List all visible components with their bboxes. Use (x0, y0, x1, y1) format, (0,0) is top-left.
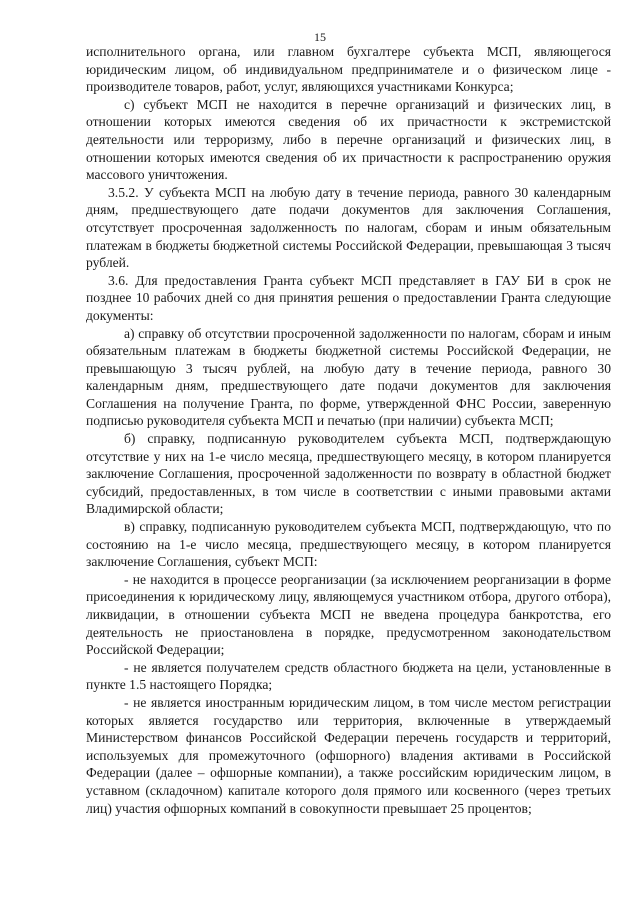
paragraph-bullet-reorganization: - не находится в процессе реорганизации (за исключением реорганизации в форме присоединения к юридическому лицу, являющемуся участником отбора, другого отбора), ликвидации, в отношении субъекта МСП не введена процедура банкротства, его деятельность не приостановлена в порядке, предусмотренном законодательством Российской Федерации; (86, 571, 611, 658)
paragraph-item-v: в) справку, подписанную руководителем субъекта МСП, подтверждающую, что по состоянию на 1-е число месяца, предшествующего месяцу, в котором планируется заключение Соглашения, субъект МСП: (86, 519, 611, 570)
paragraph-item-c: с) субъект МСП не находится в перечне организаций и физических лиц, в отношении которых имеются сведения об их причастности к экстремистской деятельности или терроризму, либо в перечне организаций и физических лиц, в отношении которых имеются сведения об их причастности к распространению оружия массового уничтожения. (86, 96, 611, 183)
paragraph-item-a: а) справку об отсутствии просроченной задолженности по налогам, сборам и иным обязательным платежам в бюджеты бюджетной системы Российской Федерации, не превышающую 3 тысяч рублей, на любую дату в течение периода, равного 30 календарным дням, предшествующего дате подачи документов для заключения Соглашения на получение Гранта, по форме, утвержденной ФНС России, заверенную подписью руководителя субъекта МСП и печатью (при наличии) субъекта МСП; (86, 325, 611, 429)
paragraph-continuation: исполнительного органа, или главном бухгалтере субъекта МСП, являющегося юридическим лицом, об индивидуальном предпринимателе и о физическом лице - производителе товаров, работ, услуг, являющихся участниками Конкурса; (86, 44, 611, 95)
paragraph-item-b: б) справку, подписанную руководителем субъекта МСП, подтверждающую отсутствие у них на 1-е число месяца, предшествующего месяцу, в котором планируется заключение Соглашения, просроченной задолженности по возврату в областной бюджет субсидий, предоставленных, в том числе в соответствии с иными правовыми актами Владимирской области; (86, 431, 611, 517)
paragraph-3-5-2: 3.5.2. У субъекта МСП на любую дату в течение периода, равного 30 календарным дням, предшествующего дате подачи документов для заключения Соглашения, отсутствует просроченная задолженность по налогам, сборам и иным обязательным платежам в бюджеты бюджетной системы Российской Федерации, превышающая 3 тысяч рублей. (86, 184, 611, 271)
paragraph-3-6: 3.6. Для предоставления Гранта субъект МСП представляет в ГАУ БИ в срок не позднее 10 рабочих дней со дня принятия решения о предоставлении Гранта следующие документы: (86, 272, 611, 323)
paragraph-bullet-budget-recipient: - не является получателем средств областного бюджета на цели, установленные в пункте 1.5 настоящего Порядка; (86, 659, 611, 693)
paragraph-bullet-foreign-entity: - не является иностранным юридическим лицом, в том числе местом регистрации которых является государство или территория, включенные в утверждаемый Министерством финансов Российской Федерации перечень государств и территорий, используемых для промежуточного (офшорного) владения активами в Российской Федерации (далее – офшорные компании), а также российским юридическим лицом, в уставном (складочном) капитале которого доля прямого или косвенного (через третьих лиц) участия офшорных компаний в совокупности превышает 25 процентов; (86, 694, 611, 816)
page-number: 15 (314, 30, 326, 44)
